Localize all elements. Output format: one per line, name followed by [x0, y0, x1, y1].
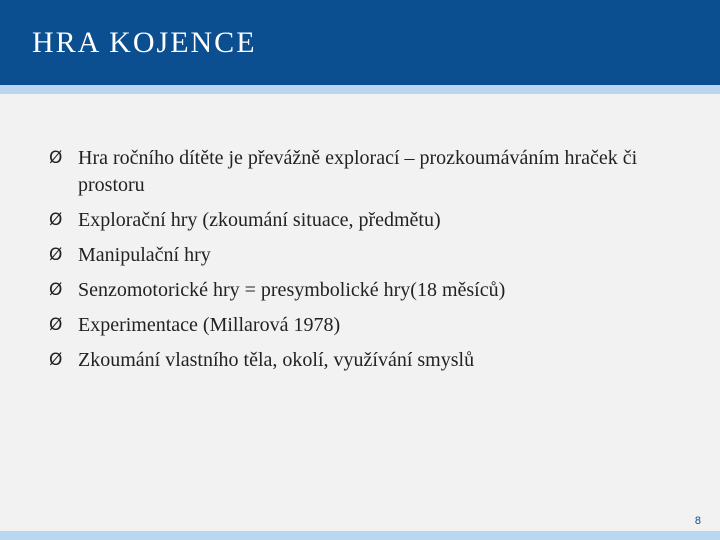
list-item-text: Hra ročního dítěte je převážně explorací – prozkoumáváním hraček či prostoru	[78, 147, 638, 196]
footer-accent-stripe	[0, 531, 720, 540]
arrow-bullet-icon: Ø	[49, 315, 63, 335]
list-item	[49, 207, 689, 234]
arrow-bullet-icon: Ø	[49, 148, 63, 168]
list-item	[49, 242, 689, 269]
header-accent-stripe	[0, 85, 720, 94]
list-item-text: Experimentace (Millarová 1978)	[78, 314, 341, 336]
list-item-text: Zkoumání vlastního těla, okolí, využívání smyslů	[78, 349, 475, 371]
page-number: 8	[694, 515, 701, 527]
arrow-bullet-icon: Ø	[49, 280, 63, 300]
arrow-bullet-icon: Ø	[49, 350, 63, 370]
list-item-text: Senzomotorické hry = presymbolické hry(18 měsíců)	[78, 279, 506, 301]
list-item	[49, 312, 689, 339]
list-item-text: Manipulační hry	[78, 244, 211, 266]
arrow-bullet-icon: Ø	[49, 210, 63, 230]
list-item	[49, 277, 689, 304]
list-item	[49, 347, 689, 374]
slide-title: HRA KOJENCE	[32, 26, 257, 59]
arrow-bullet-icon: Ø	[49, 245, 63, 265]
list-item	[49, 145, 689, 199]
bullet-list	[49, 145, 689, 382]
list-item-text: Explorační hry (zkoumání situace, předmětu)	[78, 209, 441, 231]
title-bar	[0, 0, 720, 85]
